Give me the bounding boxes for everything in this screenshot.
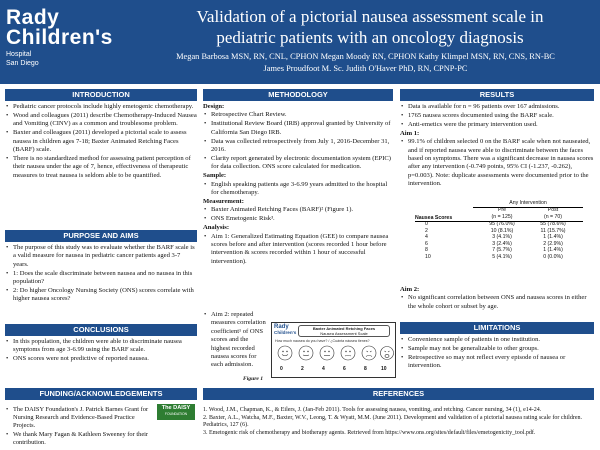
daisy-logo-sub: FOUNDATION [164,412,188,416]
design-bullet: • Retrospective Chart Review. [203,111,395,119]
daisy-foundation-logo [157,404,195,420]
design-bullet: • Data was collected retrospectively from July 1, 2016-December 31, 2016. [203,138,395,155]
figure-tick: 8 [364,366,367,372]
analysis-bullet: • Aim 2: repeated measures correlation coefficient¹ of ONS scores and the highest recorded nausea scores for each admission. [203,311,269,370]
table-row [415,234,585,241]
conclusions-heading: CONCLUSIONS [5,324,197,336]
results-body [400,103,594,189]
aim2-body [400,286,594,312]
cell-post: 11 (15.7%) [540,227,566,234]
col-pre-label: Pre [497,207,507,213]
results-heading: RESULTS [400,89,594,101]
analysis-aim2-body [203,311,269,370]
introduction-bullet: • Pediatric cancer protocols include highly emetogenic chemotherapy. [5,103,197,111]
limitations-bullet: • Retrospective so may not reflect every episode of nausea or intervention. [400,354,594,371]
results-bullet: • Data is available for n = 96 patients over 167 admissions. [400,103,594,111]
design-bullet: • Clarity report generated by electronic documentation system (EPIC) for data collection. ONS score calculated for medication. [203,155,395,172]
cell-pre: 10 (8.1%) [490,227,514,234]
figure-logo-line-2: Children's [274,330,297,335]
authors-line-1: Megan Barbosa MSN, RN, CNL, CPHON Megan Moody RN, CPHON Kathy Klimpel MSN, RN, CNS, RN-BC [176,52,555,61]
aim2-bullet: • No significant correlation between ONS and nausea scores in either the whole cohort or subset by age. [400,294,594,311]
analysis-label: Analysis: [203,224,230,232]
cell-post: 0 (0.0%) [543,253,563,260]
cell-score: 6 [425,240,428,247]
conclusions-body [5,338,197,364]
face-8-icon [362,346,376,360]
figure-tick: 6 [343,366,346,372]
design-bullet: • Institutional Review Board (IRB) approval granted by University of California San Diego IRB. [203,120,395,137]
cell-pre: 95 (76.0%) [489,221,515,227]
funding-bullet: • The DAISY Foundation's J. Patrick Barnes Grant for Nursing Research and Evidence-Based Practice Projects. [5,406,155,430]
purpose-body [5,244,197,304]
sample-label: Sample: [203,172,227,180]
col-post-n: (n = 70) [543,213,563,220]
methodology-heading: METHODOLOGY [203,89,393,101]
poster-header [0,0,600,84]
funding-bullet: • We thank Mary Fagan & Kathleen Sweeney for their contribution. [5,431,155,447]
logo-line-3: Hospital [6,51,32,58]
logo-line-1: Rady [6,6,60,29]
table-row [415,228,585,235]
figure-subtitle: Nausea Assessment Scale [320,331,368,336]
table-col-pre [477,207,527,220]
cell-score: 0 [425,221,428,227]
figure-title: Baxter Animated Retching Faces [312,326,376,331]
figure-caption: Figure 1 [243,376,264,382]
cell-post: 1 (1.4%) [543,234,563,241]
limitations-heading: LIMITATIONS [400,322,594,334]
conclusions-bullet: • ONS scores were not predictive of reported nausea. [5,355,197,363]
figure-logo [274,324,296,336]
figure-logo-line-1: Rady [274,324,289,330]
figure-question: How much nausea do you have? / ¿Cuánta náusea tienes? [275,339,370,343]
face-2-icon [299,346,313,360]
measurement-label: Measurement: [203,197,244,205]
table-header [415,200,585,221]
cell-pre: 3 (4.1%) [492,234,512,241]
face-0-icon [278,346,292,360]
face-10-icon [381,347,394,360]
purpose-bullet: • The purpose of this study was to evaluate whether the BARF scale is a valid measure for nausea in pediatric cancer patients aged 3-7 years. [5,244,197,269]
table-rule [415,221,583,222]
design-label: Design: [203,103,225,110]
logo-line-2: Children's [6,26,113,49]
face-4-icon [320,346,334,360]
figure-tick: 10 [381,366,387,372]
nausea-scores-table [415,200,585,261]
aim2-label: Aim 2: [400,286,420,293]
table-row [415,254,585,261]
figure-tick: 2 [301,366,304,372]
conclusions-bullet: • In this population, the children were able to discriminate nausea symptoms from age 3-6.99 using the BARF scale. [5,338,197,355]
table-row-header: Nausea Scores [415,215,453,221]
introduction-bullet: • Wood and colleagues (2011) describe Chemotherapy-Induced Nausea and Vomiting (CINV) as a common and troublesome problem. [5,112,197,129]
daisy-logo-main: The DAISY [161,405,191,411]
results-bullet: • Anti-emetics were the primary intervention used. [400,121,594,129]
table-col-post [527,207,579,220]
rady-childrens-logo [6,6,113,80]
authors-line-2: James Proudfoot M. Sc. Judith O'Haver PhD, RN, CPNP-PC [263,64,468,73]
limitations-bullet: • Convenience sample of patients in one institution. [400,336,594,344]
measurement-bullet: • ONS Emetogenic Risk³. [203,215,395,223]
logo-line-4: San Diego [6,60,39,67]
limitations-bullet: • Sample may not be generalizable to other groups. [400,345,594,353]
aim1-label: Aim 1: [400,129,420,137]
references-body [203,407,595,437]
figure-title-box [298,325,390,337]
face-6-icon [341,346,355,360]
results-bullet: • 1765 nausea scores documented using the BARF scale. [400,112,594,120]
methodology-body [203,103,395,267]
cell-pre: 7 (5.7%) [492,247,512,254]
cell-score: 2 [425,227,428,234]
col-post-label: Post [547,207,559,213]
references-heading: REFERENCES [203,388,594,400]
introduction-bullet: • Baxter and colleagues (2011) developed a pictorial scale to assess nausea in children ages 7-18; Baxter Animated Retching Faces (BARF) scale. [5,129,197,154]
cell-post: 2 (2.9%) [543,240,563,247]
figure-ticks [275,366,394,374]
cell-pre: 5 (4.1%) [492,253,512,260]
aim1-bullet: • 99.1% of children selected 0 on the BARF scale when not nauseated, and if reported nausea were able to discriminate between the faces based on symptoms. There was a significant decrease in nausea scores after any intervention (-0.749 points, 95% CI (-1.237, -0.262), p=0.003). Note: duplicate assessments were documented prior to the intervention. [400,138,594,188]
figure-tick: 4 [322,366,325,372]
introduction-bullet: • There is no standardized method for assessing patient perception of their nausea under the age of 7, hence, effectiveness of therapeutic measures to treat nausea is seldom able to be quantified. [5,155,197,180]
purpose-bullet: • 1: Does the scale discriminate between nausea and no nausea in this population? [5,270,197,287]
measurement-bullet: • Baxter Animated Retching Faces (BARF)² (Figure 1). [203,206,395,214]
table-row [415,247,585,254]
table-group-header: Any Intervention [509,200,547,206]
funding-body [5,406,155,447]
poster-title: Validation of a pictorial nausea assessment scale in pediatric patients with an oncology diagnosis [196,7,544,47]
cell-score: 10 [425,253,431,260]
cell-post: 55 (78.6%) [540,221,566,227]
poster-authors [138,51,593,75]
sample-bullet: • English speaking patients age 3-6.99 years admitted to the hospital for chemotherapy. [203,181,395,198]
cell-score: 4 [425,234,428,241]
figure-tick: 0 [280,366,283,372]
cell-post: 1 (1.4%) [543,247,563,254]
table-row [415,241,585,248]
introduction-heading: INTRODUCTION [5,89,197,101]
purpose-heading: PURPOSE AND AIMS [5,230,197,242]
reference-item: 1. Wood, J.M., Chapman, K., & Eilers, J. (Jan-Feb 2011). Tools for assessing nausea, vomiting, and retching. Cancer nursing, 34 (1), e14-24. [203,407,542,413]
faces-scale [275,345,394,365]
cell-pre: 3 (2.4%) [492,240,512,247]
analysis-bullet: • Aim 1: Generalized Estimating Equation (GEE) to compare nausea scores before and after intervention (scores recorded 1 hour before intervention & scores recorded within 1 hour of successful intervention). [203,233,395,267]
purpose-bullet: • 2: Do higher Oncology Nursing Society (ONS) scores correlate with higher nausea scores? [5,287,197,304]
limitations-body [400,336,594,371]
funding-heading: FUNDING/ACKNOWLEDGEMENTS [5,388,197,400]
cell-score: 8 [425,247,428,254]
barf-scale-figure [271,322,396,378]
reference-item: 2. Baxter, A.L., Watcha, M.F., Baxter, W.V., Leong, T. & Wyatt, M.M. (June 2011). Development and validation of a pictorial nausea rating scale for children. Pediatrics, 127 (6). [203,414,582,429]
col-pre-n: (n = 125) [491,213,513,220]
reference-item: 3. Emetogenic risk of chemotherapy and biotherapy agents. Retrieved from https://www.ons.org/sites/default/files/emetogenicity_tool.pdf. [203,429,536,436]
introduction-body [5,103,197,181]
